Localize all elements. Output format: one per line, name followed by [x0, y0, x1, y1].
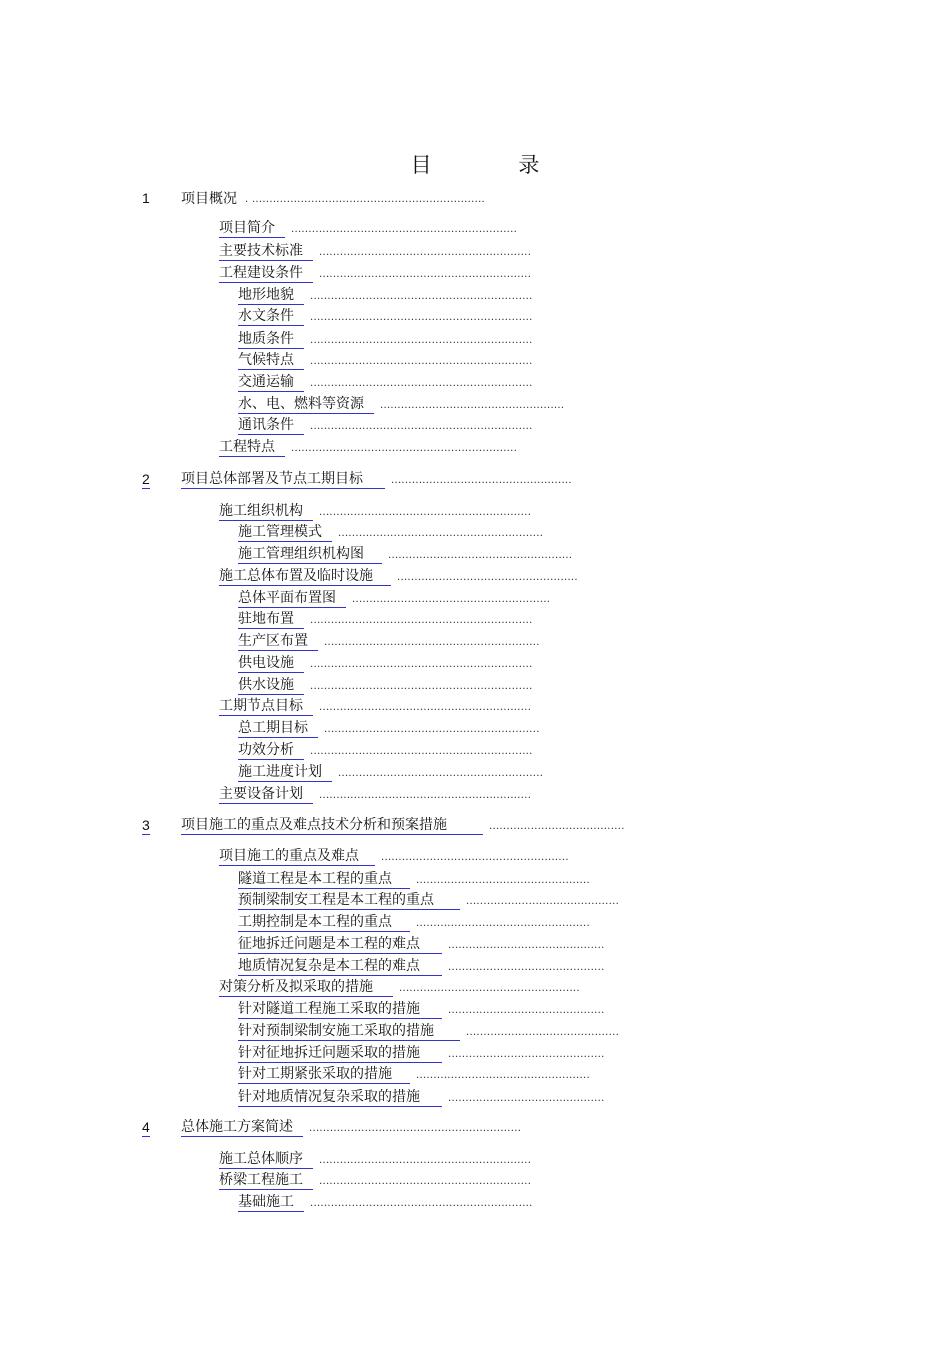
- toc-label: 对策分析及拟采取的措施: [219, 978, 393, 997]
- toc-leader-dots: ......................................................: [381, 852, 569, 863]
- toc-label: 工期节点目标: [219, 697, 313, 716]
- toc-entry[interactable]: [238, 1192, 533, 1212]
- toc-label: 供电设施: [238, 654, 304, 673]
- toc-label: 施工进度计划: [238, 763, 332, 782]
- toc-leader-dots: ................................................................: [310, 615, 533, 626]
- toc-leader-dots: .............................................: [448, 940, 605, 951]
- toc-label: 针对地质情况复杂采取的措施: [238, 1088, 442, 1107]
- toc-label: 项目施工的重点及难点: [219, 847, 375, 866]
- toc-leader-dots: .............................................................: [309, 1123, 522, 1134]
- toc-label: 驻地布置: [238, 610, 304, 629]
- toc-label: 项目概况: [181, 191, 237, 207]
- toc-leader-dots: ................................................................: [310, 378, 533, 389]
- toc-label: 施工总体顺序: [219, 1150, 313, 1169]
- toc-entry[interactable]: [238, 675, 533, 695]
- toc-label: 地质条件: [238, 330, 304, 349]
- toc-leader-dots: .............................................: [448, 1049, 605, 1060]
- toc-leader-dots: .............................................................: [319, 1176, 532, 1187]
- toc-label: 项目施工的重点及难点技术分析和预案措施: [181, 816, 483, 835]
- toc-entry[interactable]: [219, 566, 578, 586]
- toc-entry[interactable]: [238, 1021, 619, 1041]
- toc-leader-dots: ................................................................: [310, 659, 533, 670]
- toc-section-3[interactable]: [181, 815, 625, 835]
- toc-entry[interactable]: [238, 394, 564, 414]
- toc-entry[interactable]: [238, 956, 605, 976]
- toc-entry[interactable]: [219, 218, 517, 238]
- toc-leader-dots: .............................................................: [319, 702, 532, 713]
- toc-leader-dots: ..................................................: [416, 1070, 590, 1081]
- toc-label: 针对预制梁制安施工采取的措施: [238, 1022, 460, 1041]
- toc-entry[interactable]: [238, 762, 543, 782]
- toc-label: 供水设施: [238, 676, 304, 695]
- toc-leader-dots: ................................................................: [310, 335, 533, 346]
- toc-section-2[interactable]: [181, 469, 572, 489]
- toc-leader-dots: ................................................................: [310, 421, 533, 432]
- toc-entry[interactable]: [219, 437, 517, 457]
- toc-label: 总体施工方案简述: [181, 1118, 303, 1137]
- toc-label: 通讯条件: [238, 416, 304, 435]
- toc-leader-dots: ...........................................................: [338, 768, 544, 779]
- toc-leader-dots: .................................................................: [291, 443, 518, 454]
- toc-label: 项目简介: [219, 219, 285, 238]
- toc-entry[interactable]: [219, 501, 531, 521]
- toc-entry[interactable]: [238, 372, 533, 392]
- toc-label: 气候特点: [238, 351, 304, 370]
- toc-leader-dots: ................................................................: [310, 1198, 533, 1209]
- toc-entry[interactable]: [238, 912, 590, 932]
- toc-leader-dots: ............................................: [466, 1027, 620, 1038]
- toc-label: 主要技术标准: [219, 242, 313, 261]
- toc-label: 水文条件: [238, 307, 304, 326]
- toc-leader-dots: ..............................................................: [324, 724, 540, 735]
- toc-label: 施工管理组织机构图: [238, 545, 382, 564]
- toc-leader-dots: ................................................................: [310, 291, 533, 302]
- toc-leader-dots: .......................................: [489, 821, 625, 832]
- toc-entry[interactable]: [219, 263, 531, 283]
- toc-leader-dots: ...........................................................: [338, 528, 544, 539]
- toc-entry[interactable]: [219, 1170, 531, 1190]
- toc-leader-dots: .............................................................: [319, 507, 532, 518]
- section-number: 4: [142, 1119, 150, 1135]
- page-title: 目 录: [410, 153, 580, 177]
- toc-entry[interactable]: [238, 350, 533, 370]
- toc-label: 施工组织机构: [219, 502, 313, 521]
- toc-leader-dots: ................................................................: [310, 746, 533, 757]
- toc-entry[interactable]: [238, 285, 533, 305]
- toc-leader-dots: ................................................................: [310, 356, 533, 367]
- toc-entry[interactable]: [238, 1064, 590, 1084]
- toc-leader-dots: ................................................................: [310, 312, 533, 323]
- toc-leader-dots: .............................................: [448, 962, 605, 973]
- toc-leader-dots: .....................................................: [380, 400, 565, 411]
- toc-leader-dots: ....................................................: [399, 983, 580, 994]
- toc-leader-dots: .....................................................: [388, 550, 573, 561]
- toc-label: 针对隧道工程施工采取的措施: [238, 1000, 442, 1019]
- toc-entry[interactable]: [238, 999, 605, 1019]
- toc-label: 针对工期紧张采取的措施: [238, 1065, 410, 1084]
- toc-entry[interactable]: [219, 977, 580, 997]
- toc-leader-dots: . ...................................................................: [245, 194, 486, 205]
- toc-leader-dots: ..................................................: [416, 918, 590, 929]
- toc-entry[interactable]: [238, 588, 550, 608]
- toc-leader-dots: ................................................................: [310, 681, 533, 692]
- toc-label: 工程特点: [219, 438, 285, 457]
- toc-entry[interactable]: [238, 869, 590, 889]
- toc-entry[interactable]: [238, 522, 543, 542]
- toc-label: 隧道工程是本工程的重点: [238, 870, 410, 889]
- toc-label: 功效分析: [238, 741, 304, 760]
- toc-entry[interactable]: [238, 609, 533, 629]
- toc-label: 总工期目标: [238, 719, 318, 738]
- section-number: 3: [142, 817, 150, 833]
- toc-leader-dots: .............................................: [448, 1005, 605, 1016]
- toc-label: 项目总体部署及节点工期目标: [181, 470, 385, 489]
- toc-label: 总体平面布置图: [238, 589, 346, 608]
- toc-leader-dots: .............................................................: [319, 1155, 532, 1166]
- toc-label: 水、电、燃料等资源: [238, 395, 374, 414]
- toc-leader-dots: ............................................: [466, 896, 620, 907]
- toc-label: 施工总体布置及临时设施: [219, 567, 391, 586]
- toc-entry[interactable]: [238, 653, 533, 673]
- toc-entry[interactable]: [219, 846, 569, 866]
- toc-leader-dots: ..............................................................: [324, 637, 540, 648]
- toc-label: 基础施工: [238, 1193, 304, 1212]
- toc-label: 生产区布置: [238, 632, 318, 651]
- toc-label: 主要设备计划: [219, 785, 313, 804]
- toc-entry[interactable]: [238, 890, 619, 910]
- toc-section-4[interactable]: [181, 1117, 521, 1137]
- toc-leader-dots: ....................................................: [391, 475, 572, 486]
- toc-label: 施工管理模式: [238, 523, 332, 542]
- toc-entry[interactable]: [219, 696, 531, 716]
- toc-leader-dots: ..................................................: [416, 875, 590, 886]
- toc-leader-dots: .................................................................: [291, 224, 518, 235]
- section-number: 2: [142, 471, 150, 487]
- toc-entry[interactable]: [219, 1149, 531, 1169]
- toc-leader-dots: .........................................................: [352, 594, 551, 605]
- toc-entry[interactable]: [238, 631, 540, 651]
- toc-section-1[interactable]: [181, 188, 485, 208]
- toc-entry[interactable]: [238, 740, 533, 760]
- toc-entry[interactable]: [238, 544, 572, 564]
- toc-label: 工程建设条件: [219, 264, 313, 283]
- section-number: 1: [142, 190, 150, 206]
- toc-entry[interactable]: [238, 934, 605, 954]
- toc-leader-dots: .............................................................: [319, 247, 532, 258]
- toc-leader-dots: ....................................................: [397, 572, 578, 583]
- toc-label: 地质情况复杂是本工程的难点: [238, 957, 442, 976]
- toc-label: 地形地貌: [238, 286, 304, 305]
- toc-label: 桥梁工程施工: [219, 1171, 313, 1190]
- toc-label: 征地拆迁问题是本工程的难点: [238, 935, 442, 954]
- toc-label: 交通运输: [238, 373, 304, 392]
- toc-leader-dots: .............................................: [448, 1093, 605, 1104]
- toc-entry[interactable]: [219, 784, 531, 804]
- toc-entry[interactable]: [238, 718, 540, 738]
- toc-leader-dots: .............................................................: [319, 790, 532, 801]
- toc-entry[interactable]: [238, 329, 533, 349]
- toc-label: 预制梁制安工程是本工程的重点: [238, 891, 460, 910]
- toc-entry[interactable]: [238, 415, 533, 435]
- toc-leader-dots: .............................................................: [319, 269, 532, 280]
- toc-label: 工期控制是本工程的重点: [238, 913, 410, 932]
- toc-entry[interactable]: [238, 306, 533, 326]
- toc-label: 针对征地拆迁问题采取的措施: [238, 1044, 442, 1063]
- toc-entry[interactable]: [238, 1087, 605, 1107]
- toc-entry[interactable]: [219, 241, 531, 261]
- toc-entry[interactable]: [238, 1043, 605, 1063]
